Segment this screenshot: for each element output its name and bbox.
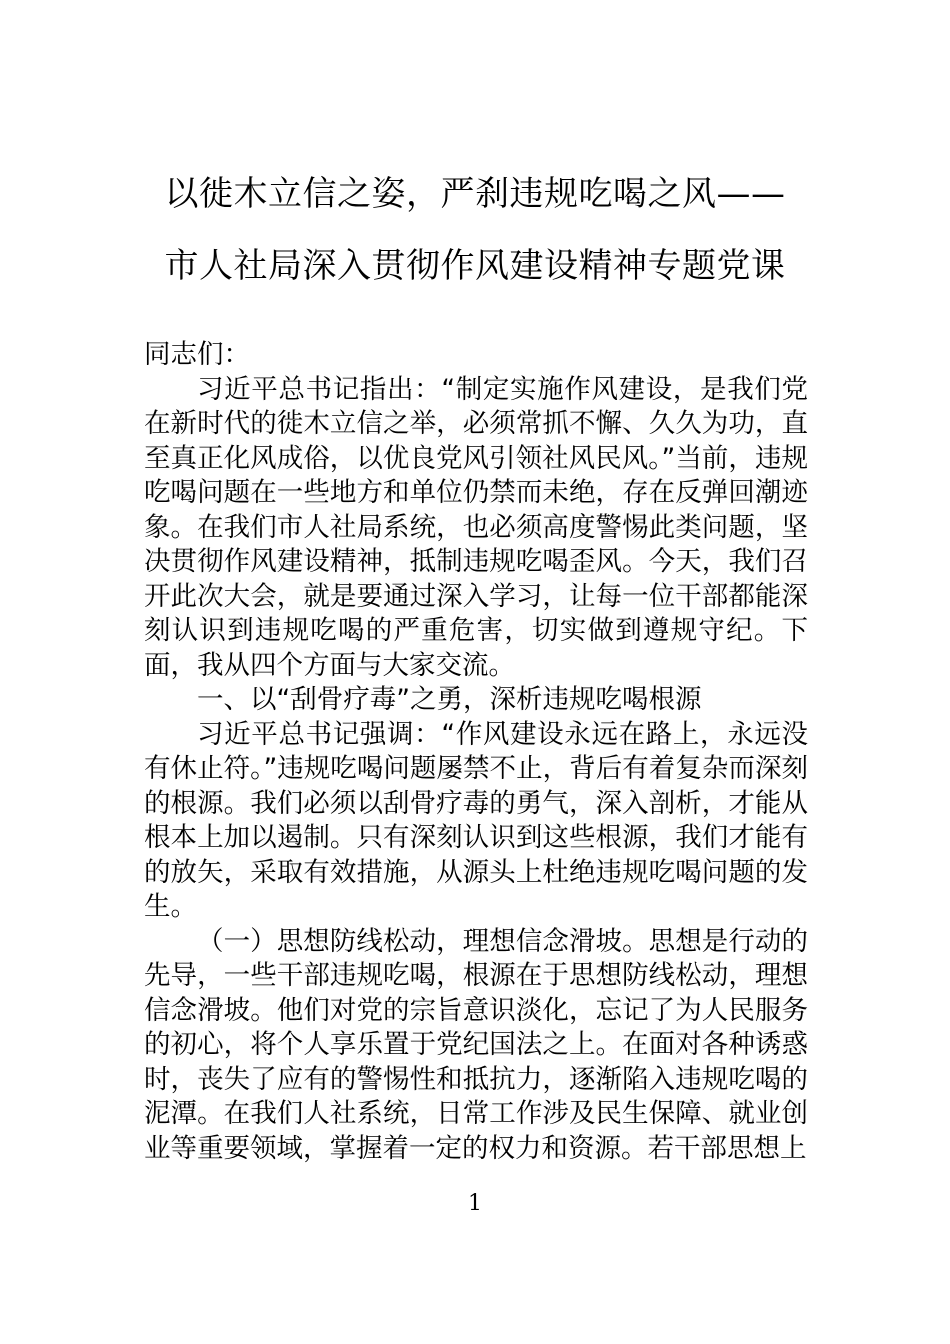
paragraph-intro: 习近平总书记指出：“制定实施作风建设，是我们党在新时代的徙木立信之举，必须常抓不懈、久久为功，直至真正化风成俗，以优良党风引领社风民风。”当前，违规吃喝问题在一些地方和单位仍禁而未绝，存在反弹回潮迹象。在我们市人社局系统，也必须高度警惕此类问题，坚决贯彻作风建设精神，抵制违规吃喝歪风。今天，我们召开此次大会，就是要通过深入学习，让每一位干部都能深刻认识到违规吃喝的严重危害，切实做到遵规守纪。下面，我从四个方面与大家交流。 — [144, 373, 808, 681]
title-line-2: 市人社局深入贯彻作风建设精神专题党课 — [164, 246, 786, 286]
document-body — [144, 338, 808, 1166]
salutation: 同志们： — [144, 339, 250, 370]
paragraph-subsection-1: （一）思想防线松动，理想信念滑坡。思想是行动的先导，一些干部违规吃喝，根源在于思想防线松动，理想信念滑坡。他们对党的宗旨意识淡化，忘记了为人民服务的初心，将个人享乐置于党纪国法之上。在面对各种诱惑时，丧失了应有的警惕性和抵抗力，逐渐陷入违规吃喝的泥潭。在我们人社系统，日常工作涉及民生保障、就业创业等重要领域，掌握着一定的权力和资源。若干部思想上 — [144, 925, 808, 1164]
title-line-1: 以徙木立信之姿，严刹违规吃喝之风—— — [164, 174, 786, 214]
paragraph-section-1: 习近平总书记强调：“作风建设永远在路上，永远没有休止符。”违规吃喝问题屡禁不止，背后有着复杂而深刻的根源。我们必须以刮骨疗毒的勇气，深入剖析，才能从根本上加以遏制。只有深刻认识到这些根源，我们才能有的放矢，采取有效措施，从源头上杜绝违规吃喝问题的发生。 — [144, 718, 808, 922]
page-number: 1 — [468, 1191, 482, 1216]
section-heading-1: 一、以“刮骨疗毒”之勇，深析违规吃喝根源 — [197, 684, 702, 715]
